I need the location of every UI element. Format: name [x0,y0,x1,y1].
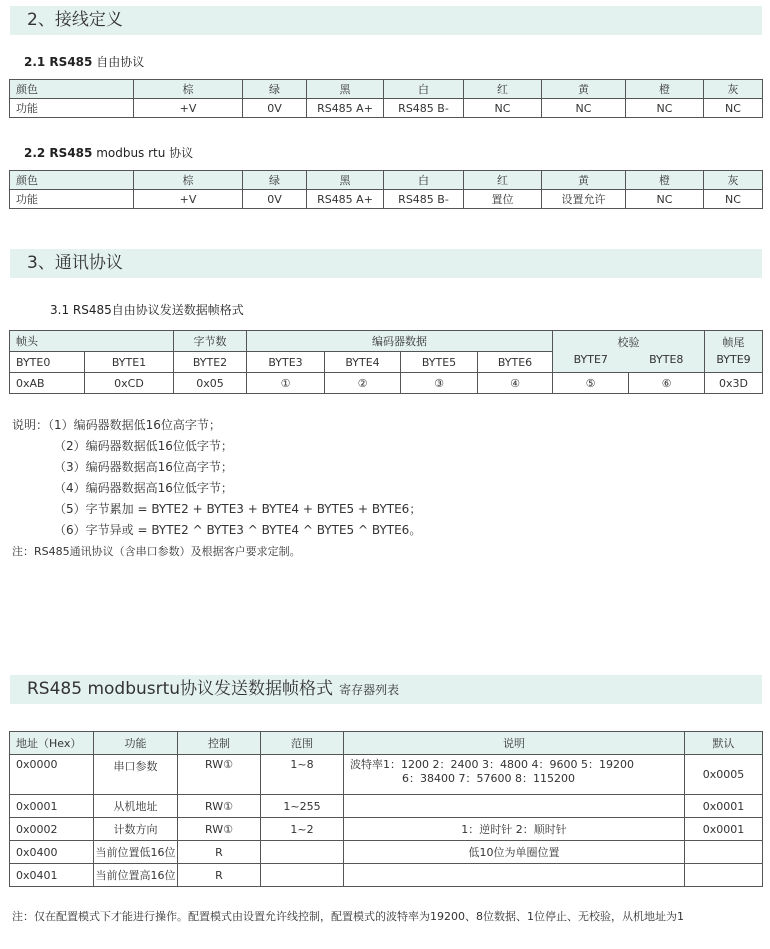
register-footnote: 注：仅在配置模式下才能进行操作。配置模式由设置允许线控制，配置模式的波特率为19200、8位数据、1位停止、无校验，从机地址为1 [12,910,684,923]
table-cell: 默认 [685,732,763,755]
table-cell: 黄 [542,171,626,190]
table-cell: RW① [178,755,261,795]
table-cell [344,755,685,795]
table-cell: 串口参数 [94,755,178,795]
byte-value: ② [325,373,401,394]
table-cell [344,864,685,887]
table-2-1 [9,79,763,118]
table-row [10,795,763,818]
table-cell: 从机地址 [94,795,178,818]
table-cell: 0x0401 [10,864,94,887]
register-band [10,675,762,704]
table-cell: 0V [243,190,307,209]
section-3-band [10,249,762,278]
byte-label: BYTE8 [649,353,684,366]
table-cell: R [178,841,261,864]
table-cell: 当前位置高16位 [94,864,178,887]
byte-value: ⑤ [553,373,629,394]
table-row [10,818,763,841]
frame-group-row [10,331,763,352]
table-2-1-header [10,80,763,99]
table-cell: 绿 [243,171,307,190]
byte-value: 0xAB [10,373,85,394]
byte-value: ④ [478,373,553,394]
table-cell: RW① [178,818,261,841]
table-cell: 说明 [344,732,685,755]
baud-line-2: 6：38400 7：57600 8：115200 [402,772,575,785]
frame-format-table [9,330,763,394]
table-cell: 黄 [542,80,626,99]
byte-label: BYTE7 [573,353,608,366]
table-row [10,190,763,209]
byte-value: ⑥ [629,373,705,394]
table-cell: R [178,864,261,887]
byte-value: ① [247,373,325,394]
group-checksum: 校验 BYTE7 BYTE8 [553,331,705,373]
table-cell [261,864,344,887]
byte-label: BYTE0 [10,352,85,373]
table-row [10,864,763,887]
register-title-wrap [10,675,762,705]
table-cell: 灰 [704,171,763,190]
byte-label: BYTE1 [85,352,174,373]
frame-value-row [10,373,763,394]
table-2-2 [9,170,763,209]
table-2-2-header [10,171,763,190]
section-2-band [10,6,762,35]
register-header [10,732,763,755]
byte-label: BYTE2 [174,352,247,373]
table-cell: 黑 [307,171,384,190]
table-cell: 白 [384,171,464,190]
notes-line: （3）编码器数据高16位高字节； [54,460,233,474]
table-cell: 白 [384,80,464,99]
notes-line: （4）编码器数据高16位低字节； [54,481,233,495]
table-row [10,841,763,864]
table-cell: RW① [178,795,261,818]
table-cell: 1~255 [261,795,344,818]
section-2-2-title: 2.2 RS485 modbus rtu 协议 [24,146,194,160]
table-cell [261,841,344,864]
table-cell: NC [542,99,626,118]
table-cell: 控制 [178,732,261,755]
table-cell: 灰 [704,80,763,99]
group-encoder-data: 编码器数据 [247,331,553,352]
section-3-1-title: 3.1 RS485自由协议发送数据帧格式 [50,303,244,317]
notes-line: （2）编码器数据低16位低字节； [54,439,233,453]
table-cell: 1~8 [261,755,344,795]
table-cell: 计数方向 [94,818,178,841]
byte-value: 0x05 [174,373,247,394]
table-cell: 红 [464,171,542,190]
table-cell: 地址（Hex） [10,732,94,755]
section-2-1-title: 2.1 RS485 自由协议 [24,55,145,69]
table-cell: NC [464,99,542,118]
table-row [10,755,763,795]
table-cell: 范围 [261,732,344,755]
baud-line-1: 波特率1：1200 2：2400 3：4800 4：9600 5：19200 [350,758,634,771]
notes-footer: 注：RS485通讯协议（含串口参数）及根据客户要求定制。 [12,545,301,558]
table-cell: 棕 [134,171,243,190]
table-cell: 功能 [10,190,134,209]
table-cell: 橙 [626,171,704,190]
notes-line: （6）字节异或 = BYTE2 ^ BYTE3 ^ BYTE4 ^ BYTE5 ^ BYTE6。 [54,523,422,537]
table-cell: 1：逆时针 2：顺时针 [344,818,685,841]
table-cell: 当前位置低16位 [94,841,178,864]
table-cell: RS485 B- [384,99,464,118]
byte-value: 0x3D [705,373,763,394]
table-cell: 设置允许 [542,190,626,209]
table-cell [685,864,763,887]
register-table [9,731,763,887]
byte-label: BYTE6 [478,352,553,373]
table-cell: 0V [243,99,307,118]
table-cell: 0x0000 [10,755,94,795]
table-cell: 棕 [134,80,243,99]
byte-label: BYTE5 [401,352,478,373]
table-cell: +V [134,190,243,209]
group-frame-tail: 帧尾 BYTE9 [705,331,763,373]
table-cell: 红 [464,80,542,99]
table-cell: 0x0005 [685,755,763,795]
table-cell: +V [134,99,243,118]
table-cell: 0x0001 [685,795,763,818]
table-cell: RS485 B- [384,190,464,209]
register-subtitle: 寄存器列表 [339,683,400,697]
group-byte-count: 字节数 [174,331,247,352]
notes-line: （5）字节累加 = BYTE2 + BYTE3 + BYTE4 + BYTE5 + BYTE6； [54,502,422,516]
table-cell: 颜色 [10,171,134,190]
table-cell: 0x0001 [685,818,763,841]
table-cell: 绿 [243,80,307,99]
notes-lead: 说明：（1）编码器数据低16位高字节； [12,418,221,432]
table-cell: 橙 [626,80,704,99]
table-cell [344,795,685,818]
table-cell: NC [626,99,704,118]
table-cell: RS485 A+ [307,99,384,118]
table-cell: 功能 [10,99,134,118]
table-cell: 1~2 [261,818,344,841]
table-cell: 0x0400 [10,841,94,864]
byte-value: 0xCD [85,373,174,394]
table-row [10,99,763,118]
group-frame-head: 帧头 [10,331,174,352]
table-cell: NC [704,190,763,209]
byte-value: ③ [401,373,478,394]
table-cell: RS485 A+ [307,190,384,209]
table-cell [685,841,763,864]
section-3-title: 3、通讯协议 [27,253,123,273]
table-cell: 0x0002 [10,818,94,841]
register-title: RS485 modbusrtu协议发送数据帧格式 [27,679,334,699]
byte-label: BYTE4 [325,352,401,373]
table-cell: NC [626,190,704,209]
byte-label: BYTE9 [716,353,751,366]
section-2-title: 2、接线定义 [27,10,123,30]
table-cell: 颜色 [10,80,134,99]
table-cell: 功能 [94,732,178,755]
byte-label: BYTE3 [247,352,325,373]
table-cell: 黑 [307,80,384,99]
table-cell: 低10位为单圈位置 [344,841,685,864]
table-cell: 0x0001 [10,795,94,818]
table-cell: NC [704,99,763,118]
table-cell: 置位 [464,190,542,209]
